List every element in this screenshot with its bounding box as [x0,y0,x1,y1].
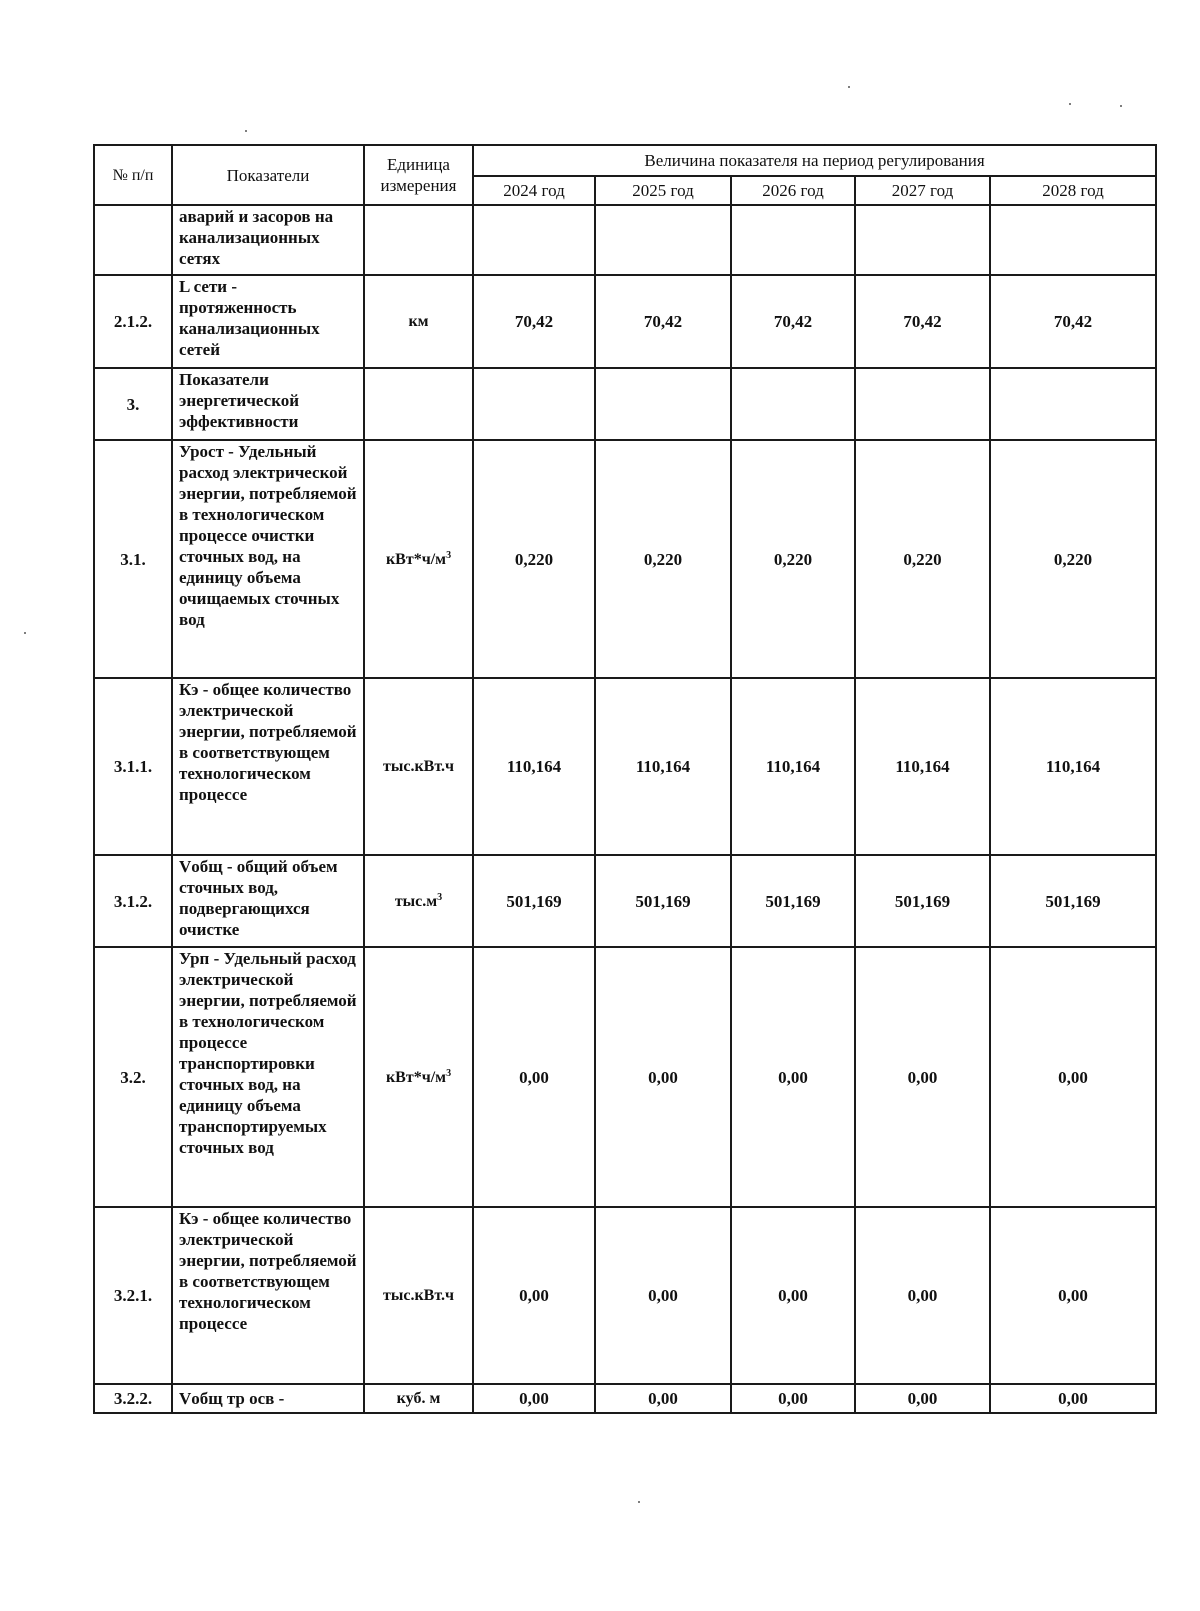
header-year: 2028 год [990,176,1156,205]
unit-cell [364,947,473,1207]
scan-speck [638,1501,640,1503]
value-cell: 110,164 [595,678,731,855]
row-number: 3.1.1. [94,678,172,855]
value-cell: 501,169 [473,855,595,947]
row-number: 3. [94,368,172,440]
unit-label: тыс.м [394,892,438,910]
unit-cell [364,855,473,947]
value-cell [595,368,731,440]
unit-cell [364,1384,473,1413]
value-cell [731,368,855,440]
value-cell: 0,00 [855,1207,990,1384]
unit-label: тыс.кВт.ч [382,758,455,775]
value-cell: 0,220 [731,440,855,678]
unit-cell [364,368,473,440]
value-cell [731,205,855,275]
row-number: 3.2. [94,947,172,1207]
header-year: 2027 год [855,176,990,205]
unit-cell [364,1207,473,1384]
table-row [94,368,1156,440]
indicators-table [93,144,1157,1414]
value-cell: 0,00 [473,1207,595,1384]
table-row [94,855,1156,947]
value-cell: 0,220 [855,440,990,678]
value-cell: 0,00 [990,1384,1156,1413]
indicator-name: Кэ - общее количество электрической энергии, потребляемой в соответствующем технологическом процессе [172,678,364,855]
unit-label: тыс.кВт.ч [382,1287,455,1304]
value-cell: 70,42 [990,275,1156,368]
value-cell: 0,00 [595,947,731,1207]
scan-speck [1120,105,1122,107]
indicator-name: Vобщ - общий объем сточных вод, подвергающихся очистке [172,855,364,947]
value-cell: 70,42 [473,275,595,368]
scan-speck [848,86,850,88]
value-cell [595,205,731,275]
value-cell: 70,42 [731,275,855,368]
value-cell [990,205,1156,275]
indicator-name: Урост - Удельный расход электрической энергии, потребляемой в технологическом процессе очистки сточных вод, на единицу объема очищаемых сточных вод [172,440,364,678]
unit-exponent: 3 [437,891,443,903]
value-cell: 110,164 [731,678,855,855]
indicator-name: L сети - протяженность канализационных сетей [172,275,364,368]
header-num: № п/п [94,145,172,205]
table-row [94,440,1156,678]
value-cell: 110,164 [990,678,1156,855]
row-number: 3.2.1. [94,1207,172,1384]
value-cell [473,205,595,275]
value-cell: 0,220 [473,440,595,678]
header-year: 2026 год [731,176,855,205]
unit-label: км [408,313,429,330]
value-cell: 0,00 [595,1207,731,1384]
value-cell: 0,220 [990,440,1156,678]
unit-cell [364,678,473,855]
value-cell [990,368,1156,440]
value-cell: 0,00 [731,1384,855,1413]
value-cell: 110,164 [473,678,595,855]
unit-cell [364,275,473,368]
unit-label: кВт*ч/м [385,1068,447,1086]
value-cell: 0,220 [595,440,731,678]
scan-speck [245,130,247,132]
unit-label: кВт*ч/м [385,550,447,568]
value-cell: 0,00 [473,947,595,1207]
value-cell: 501,169 [990,855,1156,947]
unit-label: куб. м [396,1390,441,1407]
table-row [94,678,1156,855]
unit-cell [364,205,473,275]
table-row [94,205,1156,275]
table-header [94,145,1156,205]
indicator-name: Урп - Удельный расход электрической энергии, потребляемой в технологическом процессе транспортировки сточных вод, на единицу объема транспортируемых сточных вод [172,947,364,1207]
scan-speck [1069,103,1071,105]
value-cell: 0,00 [731,1207,855,1384]
value-cell [473,368,595,440]
indicator-name: Кэ - общее количество электрической энергии, потребляемой в соответствующем технологическом процессе [172,1207,364,1384]
value-cell: 0,00 [473,1384,595,1413]
unit-exponent: 3 [446,549,452,561]
scan-speck [24,632,26,634]
value-cell: 0,00 [990,947,1156,1207]
row-number: 3.2.2. [94,1384,172,1413]
value-cell: 70,42 [855,275,990,368]
unit-cell [364,440,473,678]
row-number: 3.1.2. [94,855,172,947]
row-number [94,205,172,275]
indicator-name: аварий и засоров на канализационных сетях [172,205,364,275]
table-body [94,205,1156,1413]
value-cell: 0,00 [595,1384,731,1413]
header-unit: Единица измерения [364,145,473,205]
header-year: 2024 год [473,176,595,205]
value-cell [855,368,990,440]
value-cell: 501,169 [855,855,990,947]
indicator-name: Показатели энергетической эффективности [172,368,364,440]
header-name: Показатели [172,145,364,205]
row-number: 3.1. [94,440,172,678]
value-cell: 501,169 [731,855,855,947]
table-row [94,947,1156,1207]
table-row [94,1207,1156,1384]
header-period: Величина показателя на период регулирования [473,145,1156,176]
value-cell: 0,00 [990,1207,1156,1384]
value-cell: 501,169 [595,855,731,947]
value-cell: 0,00 [855,947,990,1207]
value-cell: 70,42 [595,275,731,368]
table-row [94,1384,1156,1413]
unit-exponent: 3 [446,1067,452,1079]
indicator-name: Vобщ тр осв - [172,1384,364,1413]
table-row [94,275,1156,368]
row-number: 2.1.2. [94,275,172,368]
header-year: 2025 год [595,176,731,205]
value-cell [855,205,990,275]
value-cell: 0,00 [855,1384,990,1413]
value-cell: 110,164 [855,678,990,855]
value-cell: 0,00 [731,947,855,1207]
